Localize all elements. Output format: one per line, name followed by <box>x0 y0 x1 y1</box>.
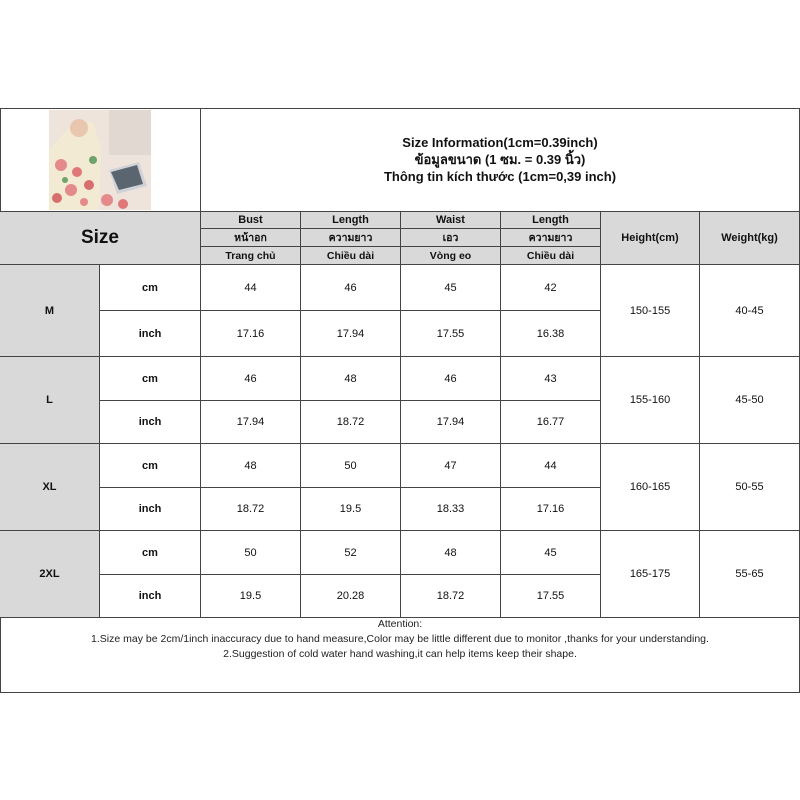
size-header: Size <box>0 212 201 265</box>
value-cell: 44 <box>501 444 601 488</box>
unit-label-cm: cm <box>100 444 201 488</box>
col-header-waist-vi: Vòng eo <box>401 247 501 265</box>
col-header-length-vi: Chiều dài <box>301 247 401 265</box>
value-cell: 17.16 <box>501 488 601 531</box>
value-cell: 48 <box>401 531 501 575</box>
col-header-length2-vi: Chiều dài <box>501 247 601 265</box>
value-cell: 20.28 <box>301 575 401 618</box>
value-cell: 46 <box>201 357 301 401</box>
weight-range: 40-45 <box>700 265 800 357</box>
height-range: 150-155 <box>601 265 700 357</box>
value-cell: 16.38 <box>501 311 601 357</box>
size-information-title <box>201 108 800 212</box>
title-line-vi: Thông tin kích thước (1cm=0,39 inch) <box>383 169 617 184</box>
col-header-length-en: Length <box>301 212 401 229</box>
weight-range: 50-55 <box>700 444 800 531</box>
size-label-2xl: 2XL <box>0 531 100 618</box>
value-cell: 18.33 <box>401 488 501 531</box>
value-cell: 19.5 <box>201 575 301 618</box>
col-header-weight: Weight(kg) <box>700 212 800 265</box>
height-range: 155-160 <box>601 357 700 444</box>
size-label-l: L <box>0 357 100 444</box>
value-cell: 52 <box>301 531 401 575</box>
col-header-length2-th: ความยาว <box>501 229 601 247</box>
value-cell: 17.55 <box>401 311 501 357</box>
unit-label-inch: inch <box>100 488 201 531</box>
size-label-xl: XL <box>0 444 100 531</box>
value-cell: 17.16 <box>201 311 301 357</box>
title-line-en: Size Information(1cm=0.39inch) <box>402 135 598 150</box>
value-cell: 18.72 <box>401 575 501 618</box>
value-cell: 48 <box>301 357 401 401</box>
col-header-bust-th: หน้าอก <box>201 229 301 247</box>
height-range: 165-175 <box>601 531 700 618</box>
value-cell: 18.72 <box>301 401 401 444</box>
unit-label-inch: inch <box>100 575 201 618</box>
unit-label-inch: inch <box>100 311 201 357</box>
weight-range: 45-50 <box>700 357 800 444</box>
col-header-waist-th: เอว <box>401 229 501 247</box>
value-cell: 42 <box>501 265 601 311</box>
attention-line-1: 1.Size may be 2cm/1inch inaccuracy due to hand measure,Color may be little different due to monitor ,thanks for your understanding. <box>91 633 709 645</box>
value-cell: 45 <box>401 265 501 311</box>
value-cell: 19.5 <box>301 488 401 531</box>
height-range: 160-165 <box>601 444 700 531</box>
unit-label-cm: cm <box>100 531 201 575</box>
col-header-height: Height(cm) <box>601 212 700 265</box>
col-header-waist-en: Waist <box>401 212 501 229</box>
value-cell: 48 <box>201 444 301 488</box>
value-cell: 45 <box>501 531 601 575</box>
product-photo-illustration <box>49 110 151 210</box>
title-line-th: ข้อมูลขนาด (1 ซม. = 0.39 นิ้ว) <box>414 152 586 167</box>
value-cell: 50 <box>201 531 301 575</box>
value-cell: 44 <box>201 265 301 311</box>
unit-label-inch: inch <box>100 401 201 444</box>
value-cell: 46 <box>401 357 501 401</box>
col-header-bust-vi: Trang chủ <box>201 247 301 265</box>
attention-line-2: 2.Suggestion of cold water hand washing,it can help items keep their shape. <box>223 648 577 660</box>
value-cell: 18.72 <box>201 488 301 531</box>
unit-label-cm: cm <box>100 265 201 311</box>
col-header-length2-en: Length <box>501 212 601 229</box>
value-cell: 50 <box>301 444 401 488</box>
size-label-m: M <box>0 265 100 357</box>
unit-label-cm: cm <box>100 357 201 401</box>
value-cell: 43 <box>501 357 601 401</box>
value-cell: 17.94 <box>401 401 501 444</box>
col-header-bust-en: Bust <box>201 212 301 229</box>
value-cell: 17.55 <box>501 575 601 618</box>
value-cell: 17.94 <box>201 401 301 444</box>
attention-heading: Attention: <box>377 618 423 630</box>
value-cell: 46 <box>301 265 401 311</box>
col-header-length-th: ความยาว <box>301 229 401 247</box>
value-cell: 17.94 <box>301 311 401 357</box>
weight-range: 55-65 <box>700 531 800 618</box>
value-cell: 47 <box>401 444 501 488</box>
attention-notes <box>0 617 800 662</box>
value-cell: 16.77 <box>501 401 601 444</box>
product-photo <box>49 110 151 210</box>
